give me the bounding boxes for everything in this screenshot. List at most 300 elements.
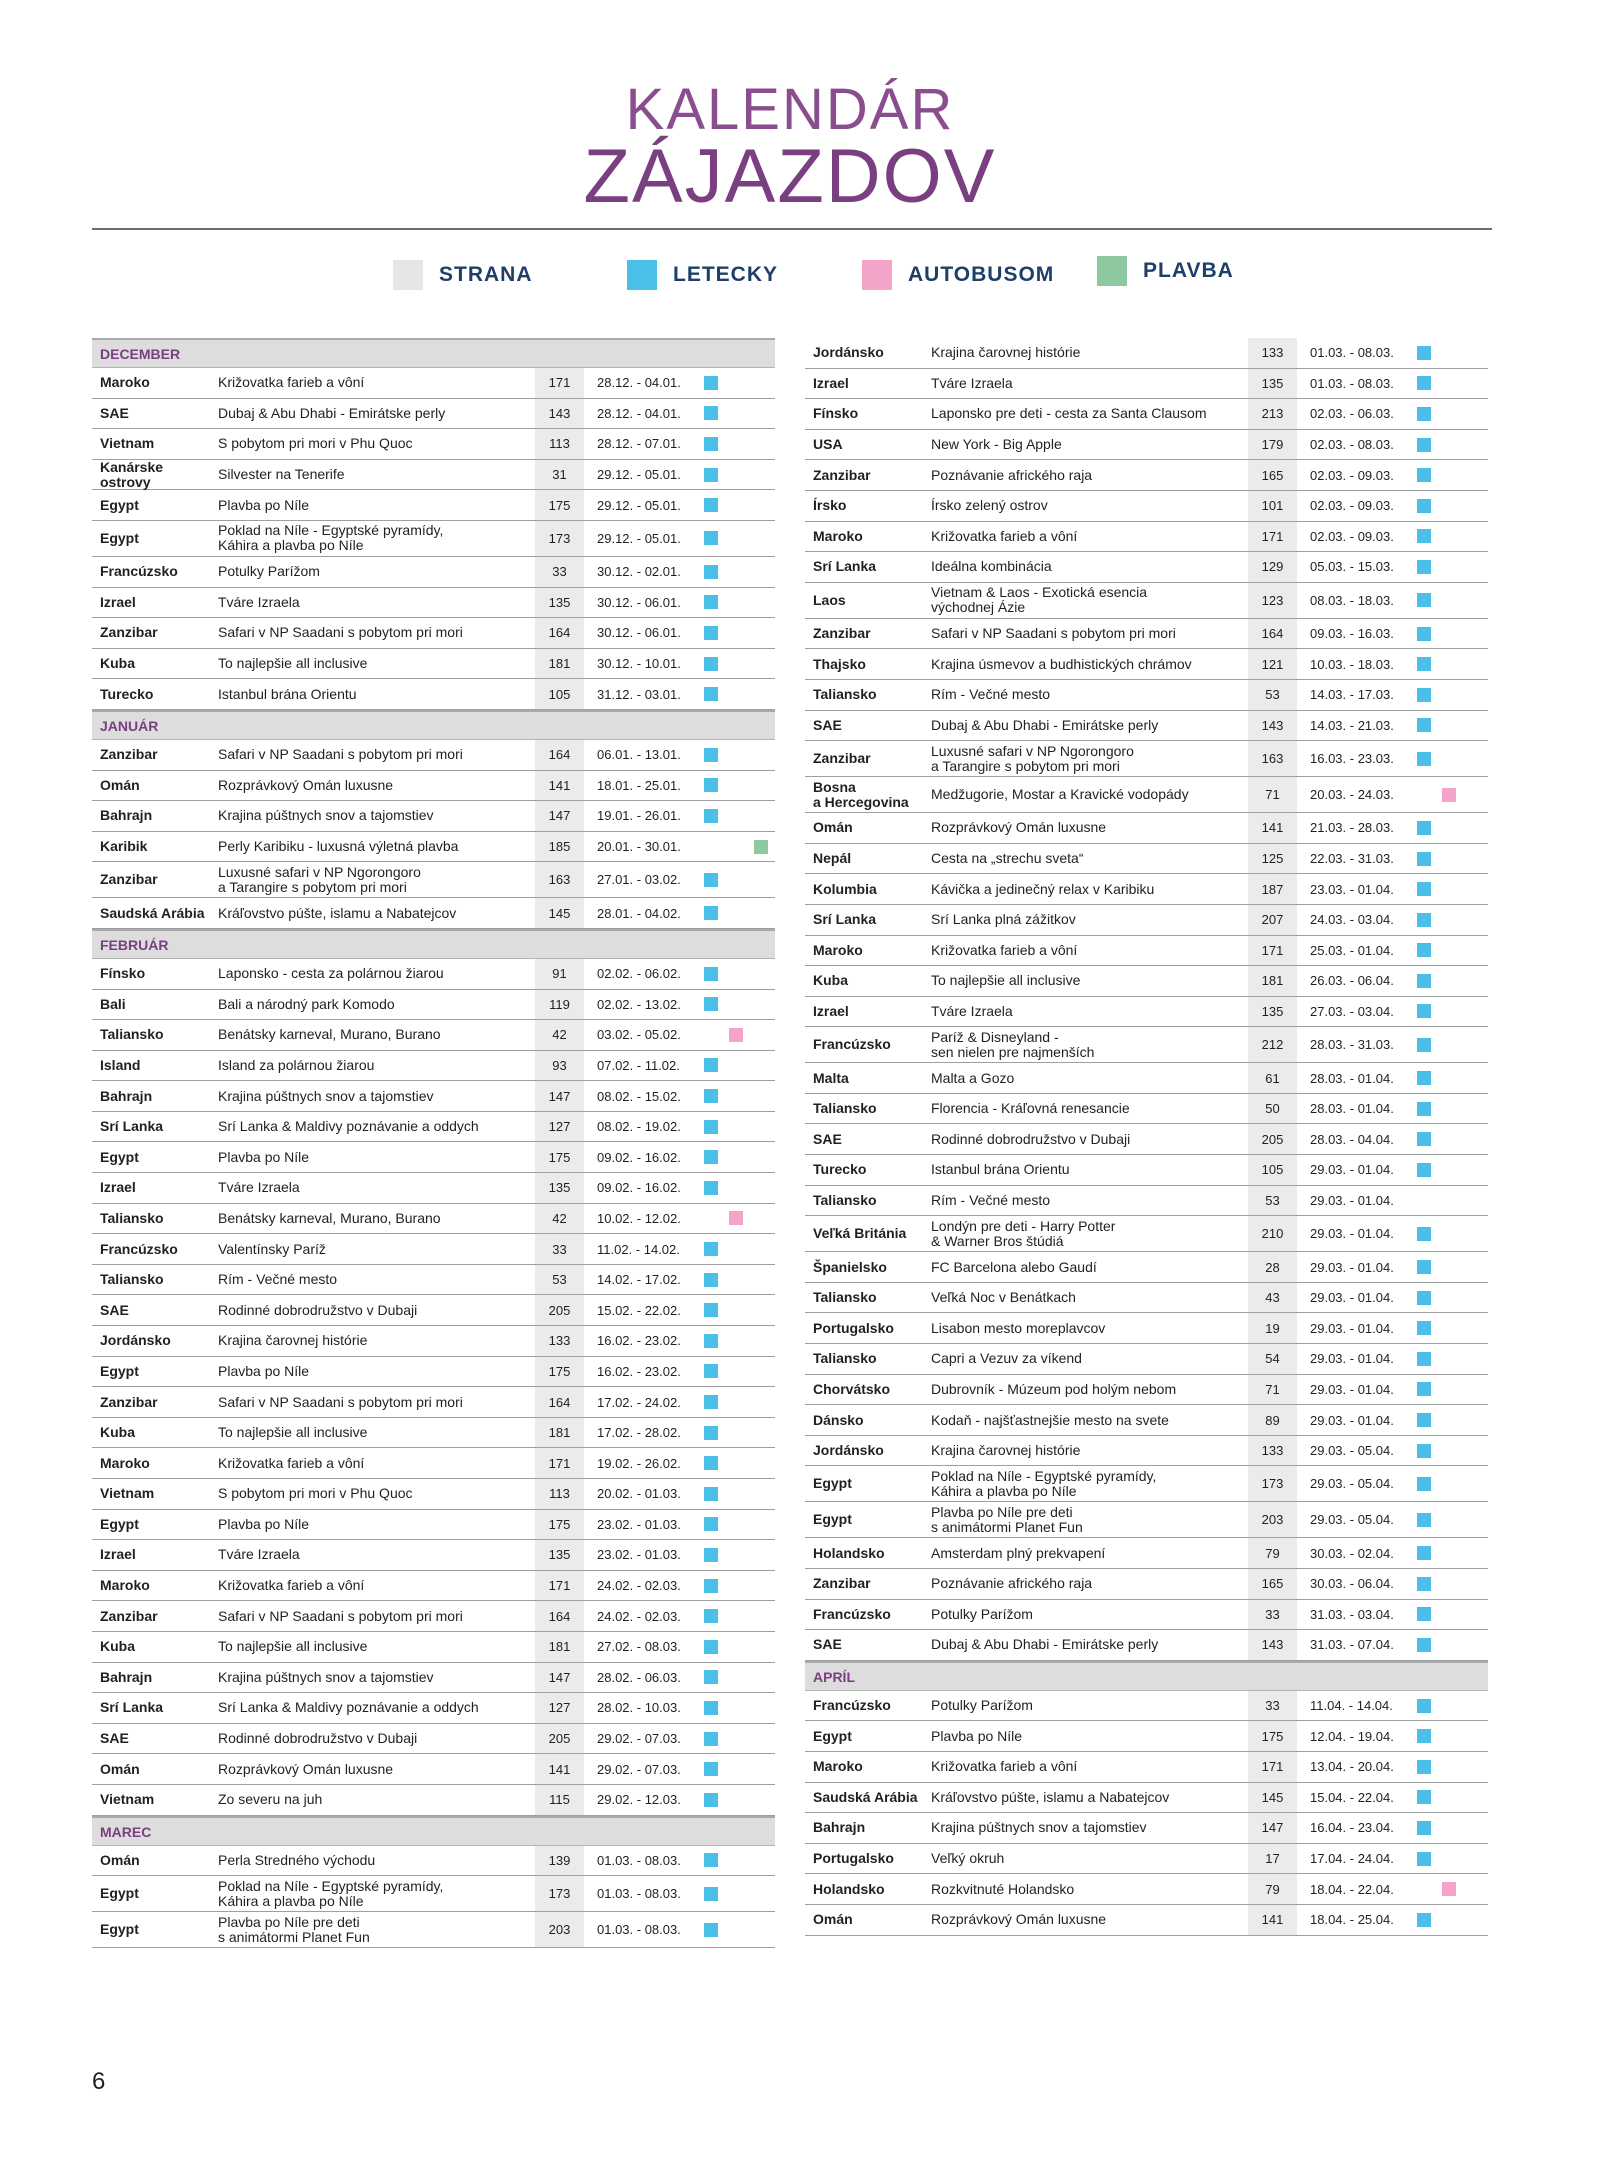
tour-row <box>92 679 775 710</box>
tour-page: 89 <box>1248 1405 1297 1435</box>
plane-mode-icon <box>1417 974 1431 988</box>
tour-dates: 29.03. - 01.04. <box>1310 1320 1394 1336</box>
tour-country: Fínsko <box>813 405 859 422</box>
transport-cell <box>702 1912 772 1947</box>
tour-row <box>92 1785 775 1816</box>
plane-mode-icon <box>1417 882 1431 896</box>
transport-cell <box>1415 583 1485 618</box>
tour-dates: 20.03. - 24.03. <box>1310 787 1394 803</box>
tour-page: 163 <box>535 862 584 897</box>
month-header: DECEMBER <box>92 338 775 368</box>
tour-row <box>92 649 775 680</box>
tour-name: Safari v NP Saadani s pobytom pri mori <box>218 1393 463 1410</box>
plane-mode-icon <box>1417 1607 1431 1621</box>
tour-page: 141 <box>535 771 584 801</box>
tour-row <box>92 1204 775 1235</box>
plane-mode-icon <box>704 997 718 1011</box>
tour-page: 175 <box>1248 1721 1297 1751</box>
tour-dates: 09.02. - 16.02. <box>597 1149 681 1165</box>
plane-mode-icon <box>1417 1382 1431 1396</box>
tour-dates: 08.02. - 15.02. <box>597 1088 681 1104</box>
tour-dates: 30.12. - 06.01. <box>597 625 681 641</box>
tour-country: Kuba <box>813 972 848 989</box>
tour-row <box>805 1721 1488 1752</box>
plane-mode-icon <box>1417 1821 1431 1835</box>
tour-row <box>805 1027 1488 1063</box>
transport-cell <box>1415 1063 1485 1093</box>
tour-dates: 31.03. - 07.04. <box>1310 1637 1394 1653</box>
tour-name: Križovatka farieb a vôní <box>931 941 1078 958</box>
page-number: 6 <box>92 2068 106 2095</box>
tour-dates: 16.02. - 23.02. <box>597 1333 681 1349</box>
transport-cell <box>1415 1252 1485 1282</box>
tour-page: 61 <box>1248 1063 1297 1093</box>
tour-page: 71 <box>1248 1375 1297 1405</box>
tour-dates: 28.12. - 04.01. <box>597 375 681 391</box>
plane-mode-icon <box>1417 468 1431 482</box>
tour-country: Bosna a Hercegovina <box>813 778 909 810</box>
tour-dates: 02.02. - 06.02. <box>597 966 681 982</box>
plane-mode-icon <box>704 1242 718 1256</box>
transport-cell <box>702 1387 772 1417</box>
tour-row <box>805 1813 1488 1844</box>
plane-mode-icon <box>704 376 718 390</box>
tour-page: 165 <box>1248 460 1297 490</box>
tour-page: 133 <box>1248 1436 1297 1466</box>
tour-page: 181 <box>535 1418 584 1448</box>
tour-dates: 26.03. - 06.04. <box>1310 973 1394 989</box>
tour-name: To najlepšie all inclusive <box>218 655 368 672</box>
tour-row <box>805 399 1488 430</box>
transport-cell <box>1415 1405 1485 1435</box>
tour-row <box>805 874 1488 905</box>
tour-name: Bali a národný park Komodo <box>218 995 395 1012</box>
tour-page: 164 <box>535 618 584 648</box>
tour-page: 54 <box>1248 1344 1297 1374</box>
transport-cell <box>702 1234 772 1264</box>
transport-cell <box>702 990 772 1020</box>
tour-page: 175 <box>535 490 584 520</box>
plane-mode-icon <box>1417 1227 1431 1241</box>
tour-dates: 27.02. - 08.03. <box>597 1639 681 1655</box>
plane-mode-icon <box>1417 752 1431 766</box>
tour-name: Rím - Večné mesto <box>218 1271 338 1288</box>
plane-mode-icon <box>1417 1163 1431 1177</box>
tour-dates: 02.02. - 13.02. <box>597 996 681 1012</box>
plane-mode-icon <box>1417 1291 1431 1305</box>
transport-cell <box>702 679 772 709</box>
transport-cell <box>1415 1721 1485 1751</box>
tour-country: Egypt <box>100 529 139 546</box>
transport-cell <box>702 368 772 398</box>
tour-name: Ideálna kombinácia <box>931 558 1052 575</box>
plane-mode-icon <box>1417 407 1431 421</box>
tour-row <box>92 959 775 990</box>
tour-row <box>805 966 1488 997</box>
transport-cell <box>1415 1905 1485 1935</box>
tour-country: Francúzsko <box>100 563 178 580</box>
tour-country: Fínsko <box>100 965 146 982</box>
tour-row <box>92 1510 775 1541</box>
tour-row <box>92 588 775 619</box>
tour-name: Florencia - Kráľovná renesancie <box>931 1100 1130 1117</box>
tour-dates: 25.03. - 01.04. <box>1310 942 1394 958</box>
tour-name: Kávička a jedinečný relax v Karibiku <box>931 880 1155 897</box>
plane-mode-icon <box>1417 1760 1431 1774</box>
tour-country: Srí Lanka <box>813 558 877 575</box>
tour-country: Egypt <box>813 1727 852 1744</box>
tour-name: Veľká Noc v Benátkach <box>931 1289 1076 1306</box>
tour-page: 181 <box>1248 966 1297 996</box>
tour-row <box>805 1405 1488 1436</box>
tour-dates: 14.03. - 17.03. <box>1310 687 1394 703</box>
tour-country: Srí Lanka <box>813 911 877 928</box>
tour-name: Rodinné dobrodružstvo v Dubaji <box>931 1130 1131 1147</box>
transport-cell <box>702 1601 772 1631</box>
transport-cell <box>702 557 772 587</box>
bus-mode-icon <box>729 1028 743 1042</box>
tour-country: Maroko <box>813 1758 863 1775</box>
legend-label-strana: STRANA <box>439 263 533 286</box>
tour-dates: 23.03. - 01.04. <box>1310 881 1394 897</box>
plane-mode-icon <box>704 1181 718 1195</box>
tour-name: Malta a Gozo <box>931 1069 1015 1086</box>
tour-row <box>92 368 775 399</box>
tour-name: Srí Lanka & Maldivy poznávanie a oddych <box>218 1699 479 1716</box>
tour-row <box>805 936 1488 967</box>
plane-mode-icon <box>704 1670 718 1684</box>
tour-name: Plavba po Níle pre deti s animátormi Planet Fun <box>931 1503 1083 1535</box>
tour-row <box>92 1357 775 1388</box>
tour-dates: 10.03. - 18.03. <box>1310 656 1394 672</box>
plane-mode-icon <box>1417 1132 1431 1146</box>
tour-page: 143 <box>535 399 584 429</box>
plane-mode-icon <box>1417 1852 1431 1866</box>
transport-cell <box>1415 1436 1485 1466</box>
tour-page: 33 <box>1248 1691 1297 1721</box>
tour-page: 17 <box>1248 1844 1297 1874</box>
tour-page: 187 <box>1248 874 1297 904</box>
transport-cell <box>702 429 772 459</box>
tour-name: Island za polárnou žiarou <box>218 1056 375 1073</box>
transport-cell <box>1415 844 1485 874</box>
tour-country: Taliansko <box>813 686 877 703</box>
plane-mode-icon <box>1417 593 1431 607</box>
tour-country: Zanzibar <box>100 624 158 641</box>
tour-country: Zanzibar <box>813 625 871 642</box>
plane-mode-icon <box>1417 1790 1431 1804</box>
tour-row <box>92 1448 775 1479</box>
plane-mode-icon <box>704 657 718 671</box>
transport-cell <box>1415 711 1485 741</box>
tour-country: Nepál <box>813 850 852 867</box>
bus-mode-icon <box>1442 788 1456 802</box>
tour-name: FC Barcelona alebo Gaudí <box>931 1258 1097 1275</box>
tour-dates: 24.02. - 02.03. <box>597 1578 681 1594</box>
tour-dates: 07.02. - 11.02. <box>597 1057 680 1073</box>
tour-row <box>805 1502 1488 1538</box>
tour-row <box>92 1876 775 1912</box>
transport-cell <box>702 1693 772 1723</box>
tour-dates: 29.12. - 05.01. <box>597 497 681 513</box>
tour-name: Dubaj & Abu Dhabi - Emirátske perly <box>931 716 1159 733</box>
tour-row <box>92 521 775 557</box>
tour-row <box>805 583 1488 619</box>
tour-name: Krajina úsmevov a budhistických chrámov <box>931 655 1192 672</box>
plane-mode-icon <box>704 1058 718 1072</box>
transport-cell <box>702 1663 772 1693</box>
tour-row <box>92 862 775 898</box>
tour-name: Istanbul brána Orientu <box>218 685 357 702</box>
tour-dates: 16.04. - 23.04. <box>1310 1820 1394 1836</box>
legend-letecky <box>627 258 778 292</box>
tour-row <box>92 771 775 802</box>
tour-dates: 14.03. - 21.03. <box>1310 717 1394 733</box>
plane-mode-icon <box>1417 1546 1431 1560</box>
tour-name: Plavba po Níle pre deti s animátormi Planet Fun <box>218 1913 370 1945</box>
transport-cell <box>1415 1466 1485 1501</box>
plane-mode-icon <box>704 437 718 451</box>
tour-country: Saudská Arábia <box>100 904 205 921</box>
transport-cell <box>702 588 772 618</box>
tour-page: 171 <box>1248 1752 1297 1782</box>
tour-country: Egypt <box>813 1475 852 1492</box>
tour-country: Egypt <box>100 1148 139 1165</box>
transport-cell <box>1415 997 1485 1027</box>
tour-dates: 28.03. - 31.03. <box>1310 1037 1394 1053</box>
transport-cell <box>1415 966 1485 996</box>
tour-row <box>805 1630 1488 1661</box>
tour-dates: 02.03. - 09.03. <box>1310 528 1394 544</box>
tour-name: Tváre Izraela <box>931 1002 1013 1019</box>
tour-page: 135 <box>1248 369 1297 399</box>
transport-cell <box>1415 1124 1485 1154</box>
tour-dates: 29.02. - 07.03. <box>597 1761 681 1777</box>
tour-name: Rozprávkový Omán luxusne <box>931 819 1107 836</box>
plane-mode-icon <box>704 498 718 512</box>
tour-name: To najlepšie all inclusive <box>218 1638 368 1655</box>
tour-dates: 29.03. - 01.04. <box>1310 1226 1394 1242</box>
transport-cell <box>1415 1216 1485 1251</box>
tour-row <box>805 1063 1488 1094</box>
tour-dates: 15.02. - 22.02. <box>597 1302 681 1318</box>
tour-dates: 29.12. - 05.01. <box>597 467 681 483</box>
plane-mode-icon <box>1417 1444 1431 1458</box>
plane-mode-icon <box>704 1923 718 1937</box>
tour-row <box>805 1538 1488 1569</box>
tour-page: 145 <box>535 898 584 928</box>
plane-mode-icon <box>1417 1260 1431 1274</box>
plane-mode-icon <box>1417 913 1431 927</box>
tour-row <box>92 1724 775 1755</box>
plane-mode-icon <box>1417 529 1431 543</box>
tour-page: 171 <box>535 368 584 398</box>
tour-country: SAE <box>813 716 842 733</box>
tour-country: Kuba <box>100 1638 135 1655</box>
tour-page: 31 <box>535 460 584 490</box>
tour-row <box>805 1124 1488 1155</box>
tour-page: 185 <box>535 832 584 862</box>
tour-country: Veľká Británia <box>813 1225 907 1242</box>
tour-row <box>805 1252 1488 1283</box>
transport-cell <box>702 649 772 679</box>
tour-dates: 14.02. - 17.02. <box>597 1272 681 1288</box>
plane-mode-icon <box>704 1395 718 1409</box>
tour-dates: 23.02. - 01.03. <box>597 1547 681 1563</box>
plane-mode-icon <box>704 778 718 792</box>
tour-country: Kolumbia <box>813 880 877 897</box>
tour-name: Safari v NP Saadani s pobytom pri mori <box>931 625 1176 642</box>
tour-dates: 03.02. - 05.02. <box>597 1027 681 1043</box>
tour-name: Plavba po Níle <box>931 1727 1023 1744</box>
plane-mode-icon <box>1417 346 1431 360</box>
transport-cell <box>1415 1344 1485 1374</box>
tour-name: Potulky Parížom <box>931 1605 1033 1622</box>
tour-country: Srí Lanka <box>100 1699 164 1716</box>
tour-country: Portugalsko <box>813 1319 894 1336</box>
tour-name: Tváre Izraela <box>218 1546 300 1563</box>
tour-dates: 11.02. - 14.02. <box>597 1241 680 1257</box>
tour-country: Izrael <box>100 593 136 610</box>
plane-mode-icon <box>1417 718 1431 732</box>
tour-country: Maroko <box>813 527 863 544</box>
tour-country: Kuba <box>100 655 135 672</box>
tour-dates: 30.12. - 10.01. <box>597 656 681 672</box>
plane-mode-icon <box>1417 852 1431 866</box>
tour-name: Kodaň - najšťastnejšie mesto na svete <box>931 1411 1169 1428</box>
bus-mode-icon <box>729 1211 743 1225</box>
tour-row <box>92 1387 775 1418</box>
plane-mode-icon <box>704 626 718 640</box>
transport-cell <box>1415 905 1485 935</box>
tour-name: Safari v NP Saadani s pobytom pri mori <box>218 1607 463 1624</box>
transport-cell <box>702 1754 772 1784</box>
tour-row <box>805 1600 1488 1631</box>
tour-name: Luxusné safari v NP Ngorongoro a Tarangire s pobytom pri mori <box>218 863 421 895</box>
tour-name: Vietnam & Laos - Exotická esencia východnej Ázie <box>931 584 1148 616</box>
tour-dates: 02.03. - 09.03. <box>1310 498 1394 514</box>
transport-cell <box>1415 1502 1485 1537</box>
tour-name: Krajina púštnych snov a tajomstiev <box>931 1819 1147 1836</box>
tour-name: Lisabon mesto moreplavcov <box>931 1319 1106 1336</box>
tour-row <box>805 552 1488 583</box>
plane-mode-icon <box>704 1548 718 1562</box>
tour-name: Kráľovstvo púšte, islamu a Nabatejcov <box>931 1788 1170 1805</box>
tour-page: 173 <box>535 1876 584 1911</box>
tour-country: Turecko <box>100 685 154 702</box>
tour-name: Plavba po Níle <box>218 1148 310 1165</box>
tour-name: Rím - Večné mesto <box>931 1191 1051 1208</box>
tour-name: Krajina púštnych snov a tajomstiev <box>218 1087 434 1104</box>
plane-mode-icon <box>1417 1413 1431 1427</box>
tour-page: 181 <box>535 1632 584 1662</box>
transport-cell <box>1415 1569 1485 1599</box>
legend-label-plavba: PLAVBA <box>1143 259 1234 282</box>
plane-mode-icon <box>704 565 718 579</box>
tour-row <box>805 997 1488 1028</box>
tour-row <box>92 1142 775 1173</box>
tour-dates: 16.03. - 23.03. <box>1310 751 1394 767</box>
tour-name: Rozprávkový Omán luxusne <box>218 776 394 793</box>
tour-country: Maroko <box>100 1454 150 1471</box>
tour-row <box>805 905 1488 936</box>
tour-name: New York - Big Apple <box>931 436 1062 453</box>
tour-row <box>92 1295 775 1326</box>
transport-cell <box>702 1571 772 1601</box>
tour-dates: 28.01. - 04.02. <box>597 905 681 921</box>
tour-page: 133 <box>1248 338 1297 368</box>
transport-cell <box>1415 1752 1485 1782</box>
transport-cell <box>702 1448 772 1478</box>
tour-row <box>805 1844 1488 1875</box>
plane-mode-icon <box>704 967 718 981</box>
plane-mode-icon <box>704 1640 718 1654</box>
tour-country: Omán <box>813 819 853 836</box>
tour-page: 79 <box>1248 1538 1297 1568</box>
legend-swatch-letecky <box>627 260 657 290</box>
tour-name: Cesta na „strechu sveta“ <box>931 850 1084 867</box>
tour-name: Potulky Parížom <box>931 1697 1033 1714</box>
tour-country: Turecko <box>813 1161 867 1178</box>
plane-mode-icon <box>704 1487 718 1501</box>
legend-swatch-strana <box>393 260 423 290</box>
tour-row <box>92 1234 775 1265</box>
tour-name: Tváre Izraela <box>218 593 300 610</box>
tour-page: 33 <box>1248 1600 1297 1630</box>
tour-name: Rodinné dobrodružstvo v Dubaji <box>218 1301 418 1318</box>
tour-dates: 29.03. - 01.04. <box>1310 1412 1394 1428</box>
tour-country: Omán <box>100 1851 140 1868</box>
tour-dates: 17.02. - 24.02. <box>597 1394 681 1410</box>
transport-cell <box>702 771 772 801</box>
plane-mode-icon <box>704 1273 718 1287</box>
plane-mode-icon <box>704 595 718 609</box>
tour-dates: 29.03. - 01.04. <box>1310 1351 1394 1367</box>
transport-cell <box>1415 1691 1485 1721</box>
title-divider <box>92 228 1492 230</box>
tour-page: 33 <box>535 557 584 587</box>
transport-cell <box>702 1479 772 1509</box>
transport-cell <box>702 1785 772 1815</box>
tour-country: Taliansko <box>100 1271 164 1288</box>
transport-cell <box>702 832 772 862</box>
tour-country: Zanzibar <box>100 1393 158 1410</box>
tour-name: Križovatka farieb a vôní <box>931 1758 1078 1775</box>
plane-mode-icon <box>704 1303 718 1317</box>
transport-cell <box>702 862 772 897</box>
tour-page: 53 <box>1248 1186 1297 1216</box>
transport-cell <box>1415 1538 1485 1568</box>
tour-row <box>805 460 1488 491</box>
tour-name: Krajina čarovnej histórie <box>931 1442 1081 1459</box>
tour-page: 171 <box>535 1448 584 1478</box>
transport-cell <box>1415 619 1485 649</box>
tour-page: 171 <box>1248 936 1297 966</box>
tour-page: 147 <box>535 1663 584 1693</box>
legend-swatch-autobusom <box>862 260 892 290</box>
transport-cell <box>1415 460 1485 490</box>
tour-country: SAE <box>100 1301 129 1318</box>
tour-name: Amsterdam plný prekvapení <box>931 1544 1106 1561</box>
tour-dates: 02.03. - 06.03. <box>1310 406 1394 422</box>
tour-row <box>805 1569 1488 1600</box>
transport-cell <box>1415 552 1485 582</box>
tour-country: Taliansko <box>813 1100 877 1117</box>
tour-name: Dubaj & Abu Dhabi - Emirátske perly <box>218 404 446 421</box>
tour-dates: 19.02. - 26.02. <box>597 1455 681 1471</box>
plane-mode-icon <box>704 1517 718 1531</box>
tour-row <box>805 1752 1488 1783</box>
